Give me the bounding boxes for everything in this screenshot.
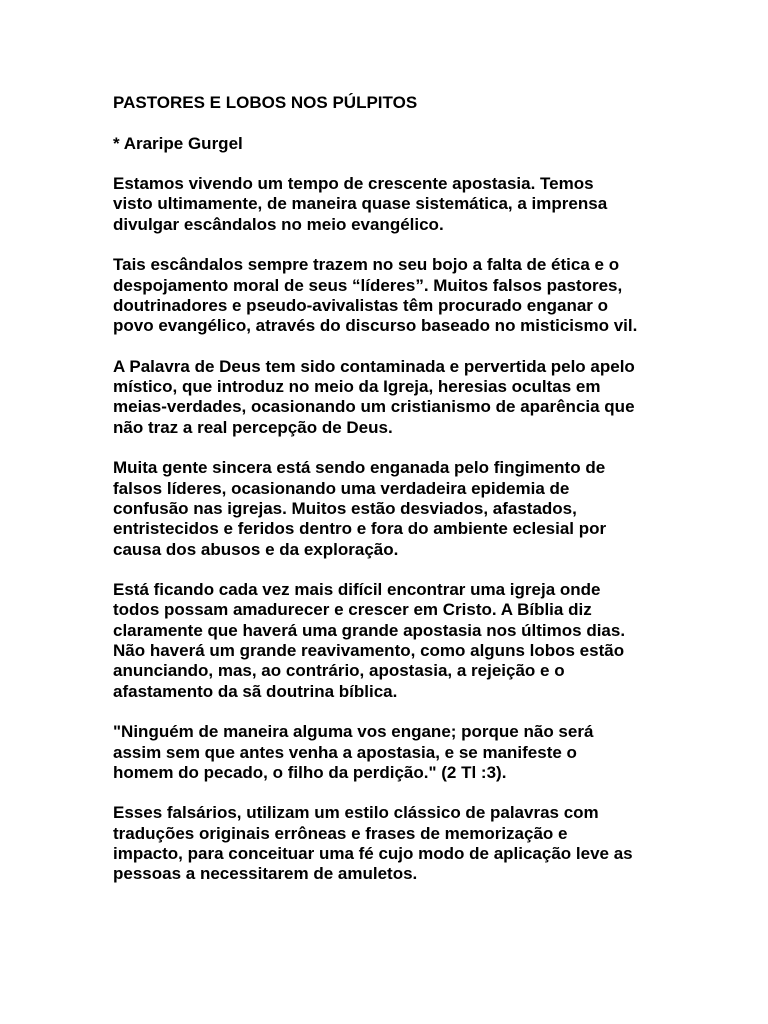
- document-author: * Araripe Gurgel: [113, 133, 243, 153]
- paragraph-7: Esses falsários, utilizam um estilo clássico de palavras com traduções originais errôneas e frases de memorização e impacto, para conceituar uma fé cujo modo de aplicação leve as pessoas a necessitarem de amuletos.: [113, 803, 633, 884]
- paragraph-4: Muita gente sincera está sendo enganada pelo fingimento de falsos líderes, ocasionando uma verdadeira epidemia de confusão nas igrejas. Muitos estão desviados, afastados, entristecidos e feridos dentro e fora do ambiente eclesial por causa dos abusos e da exploração.: [113, 458, 607, 559]
- paragraph-2: Tais escândalos sempre trazem no seu bojo a falta de ética e o despojamento moral de seus “líderes”. Muitos falsos pastores, doutrinadores e pseudo-avivalistas têm procurado enganar o povo evangélico, através do discurso baseado no misticismo vil.: [113, 255, 638, 336]
- paragraph-3: A Palavra de Deus tem sido contaminada e pervertida pelo apelo místico, que introduz no meio da Igreja, heresias ocultas em meias-verdades, ocasionando um cristianismo de aparência que não traz a real percepção de Deus.: [113, 356, 635, 437]
- bible-quote-paragraph: "Ninguém de maneira alguma vos engane; porque não será assim sem que antes venha a apostasia, e se manifeste o homem do pecado, o filho da perdição." (2 Tl :3).: [113, 722, 594, 782]
- document-page: [113, 93, 723, 905]
- document-title: PASTORES E LOBOS NOS PÚLPITOS: [113, 93, 418, 112]
- paragraph-5: Está ficando cada vez mais difícil encontrar uma igreja onde todos possam amadurecer e crescer em Cristo. A Bíblia diz claramente que haverá uma grande apostasia nos últimos dias. Não haverá um grande reavivamento, como alguns lobos estão anunciando, mas, ao contrário, apostasia, a rejeição e o afastamento da sã doutrina bíblica.: [113, 580, 626, 701]
- paragraph-1: Estamos vivendo um tempo de crescente apostasia. Temos visto ultimamente, de maneira quase sistemática, a imprensa divulgar escândalos no meio evangélico.: [113, 174, 608, 234]
